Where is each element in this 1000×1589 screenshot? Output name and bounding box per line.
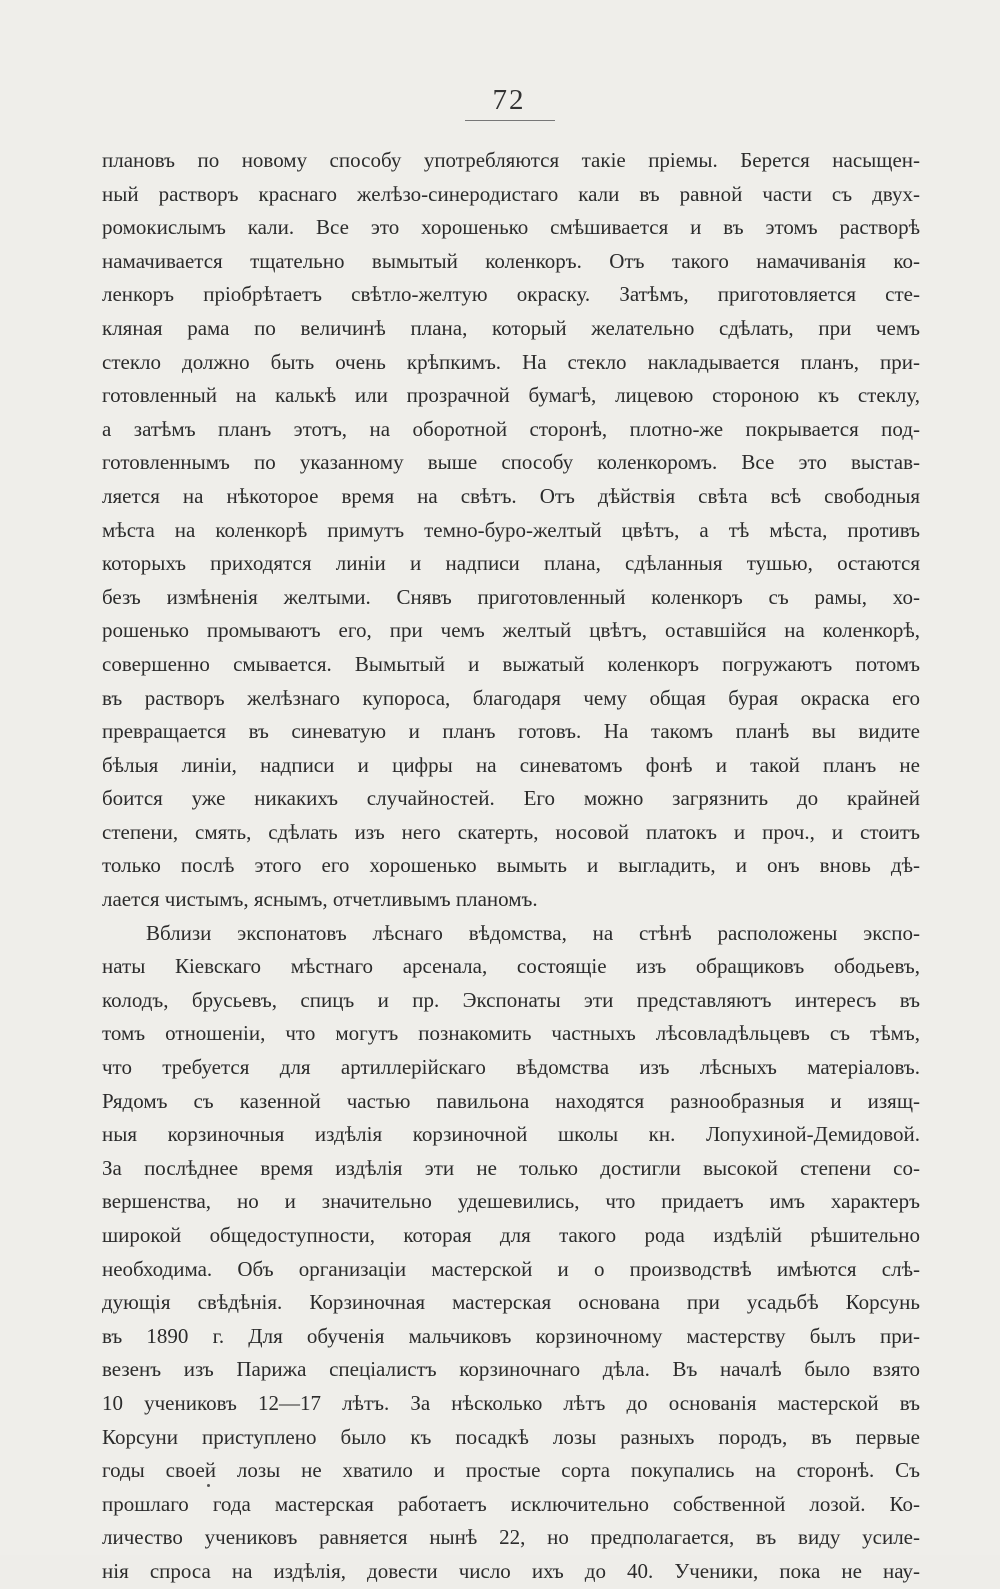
text-line: ныя корзиночныя издѣлія корзиночной школы кн. Лопухиной-Демидовой.: [102, 1122, 920, 1147]
text-line: прошлаго года мастерская работаетъ исключительно собственной лозой. Ко-: [102, 1491, 920, 1516]
text-line: лается чистымъ, яснымъ, отчетливымъ планомъ.: [102, 887, 538, 912]
text-line: степени, смять, сдѣлать изъ него скатерть, носовой платокъ и проч., и стоитъ: [102, 819, 920, 844]
text-line: въ растворъ желѣзнаго купороса, благодаря чему общая бурая окраска его: [102, 685, 920, 710]
text-line: 10 учениковъ 12—17 лѣтъ. За нѣсколько лѣтъ до основанія мастерской въ: [102, 1390, 920, 1415]
page-number: 72: [492, 84, 526, 116]
text-line: что требуется для артиллерійскаго вѣдомства изъ лѣсныхъ матеріаловъ.: [102, 1055, 920, 1080]
text-line: Вблизи экспонатовъ лѣснаго вѣдомства, на стѣнѣ расположены экспо-: [146, 920, 920, 945]
text-line: личество учениковъ равняется нынѣ 22, но предполагается, въ виду усиле-: [102, 1525, 920, 1550]
text-line: готовленнымъ по указанному выше способу коленкоромъ. Все это выстав-: [102, 450, 920, 475]
text-line: широкой общедоступности, которая для такого рода издѣлій рѣшительно: [102, 1223, 920, 1247]
text-line: томъ отношеніи, что могутъ познакомить частныхъ лѣсовладѣльцевъ съ тѣмъ,: [102, 1021, 920, 1046]
paragraph-arsenal-baskets: [102, 917, 920, 1589]
text-line: колодъ, брусьевъ, спицъ и пр. Экспонаты эти представляютъ интересъ въ: [102, 987, 920, 1012]
text-line: вершенства, но и значительно удешевились, что придаетъ имъ характеръ: [102, 1189, 920, 1214]
text-line: плановъ по новому способу употребляются такіе пріемы. Берется насыщен-: [102, 148, 920, 172]
paragraph-plans-method: [102, 144, 920, 917]
text-line: а затѣмъ планъ этотъ, на оборотной сторонѣ, плотно-же покрывается под-: [102, 416, 920, 441]
text-line: безъ измѣненія желтыми. Снявъ приготовленный коленкоръ съ рамы, хо-: [102, 584, 920, 609]
text-line: ленкоръ пріобрѣтаетъ свѣтло-желтую окраску. Затѣмъ, приготовляется сте-: [102, 282, 920, 307]
text-line: необходима. Объ организаціи мастерской и о производствѣ имѣются слѣ-: [102, 1256, 920, 1281]
text-line: Корсуни приступлено было къ посадкѣ лозы разныхъ породъ, въ первые: [102, 1424, 920, 1449]
text-line: кляная рама по величинѣ плана, который желательно сдѣлать, при чемъ: [102, 315, 920, 340]
text-line: везенъ изъ Парижа спеціалистъ корзиночнаго дѣла. Въ началѣ было взято: [102, 1357, 920, 1382]
text-line: ляется на нѣкоторое время на свѣтъ. Отъ дѣйствія свѣта всѣ свободныя: [102, 483, 920, 508]
text-line: въ 1890 г. Для обученія мальчиковъ корзиночному мастерству былъ при-: [102, 1323, 920, 1348]
text-line: ный растворъ краснаго желѣзо-синеродистаго кали въ равной части съ двух-: [102, 181, 920, 206]
text-line: наты Кіевскаго мѣстнаго арсенала, состоящіе изъ обращиковъ ободьевъ,: [102, 954, 920, 979]
page-number-rule: [465, 120, 555, 121]
text-line: ромокислымъ кали. Все это хорошенько смѣшивается и въ этомъ растворѣ: [102, 215, 920, 240]
text-line: За послѣднее время издѣлія эти не только достигли высокой степени со-: [102, 1155, 920, 1180]
text-line: нія спроса на издѣлія, довести число ихъ до 40. Ученики, пока не нау-: [102, 1558, 920, 1583]
text-line: боится уже никакихъ случайностей. Его можно загрязнить до крайней: [102, 786, 920, 811]
print-speck: [207, 1484, 210, 1487]
text-line: рошенько промываютъ его, при чемъ желтый цвѣтъ, оставшійся на коленкорѣ,: [102, 618, 920, 643]
text-line: мѣста на коленкорѣ примутъ темно-буро-желтый цвѣтъ, а тѣ мѣста, противъ: [102, 517, 920, 542]
text-line: стекло должно быть очень крѣпкимъ. На стекло накладывается планъ, при-: [102, 349, 920, 374]
text-line: которыхъ приходятся линіи и надписи плана, сдѣланныя тушью, остаются: [102, 551, 920, 576]
text-line: бѣлыя линіи, надписи и цифры на синеватомъ фонѣ и такой планъ не: [102, 752, 920, 777]
text-line: намачивается тщательно вымытый коленкоръ. Отъ такого намачиванія ко-: [102, 248, 920, 273]
text-line: годы своей лозы не хватило и простые сорта покупались на сторонѣ. Съ: [102, 1458, 920, 1483]
text-line: только послѣ этого его хорошенько вымыть и выгладить, и онъ вновь дѣ-: [102, 853, 920, 878]
page-text-body: [102, 144, 920, 1589]
text-line: дующія свѣдѣнія. Корзиночная мастерская основана при усадьбѣ Корсунь: [102, 1290, 920, 1315]
text-line: готовленный на калькѣ или прозрачной бумагѣ, лицевою стороною къ стеклу,: [102, 383, 920, 408]
text-line: совершенно смывается. Вымытый и выжатый коленкоръ погружаютъ потомъ: [102, 651, 920, 676]
text-line: Рядомъ съ казенной частью павильона находятся разнообразныя и изящ-: [102, 1088, 920, 1113]
text-line: превращается въ синеватую и планъ готовъ. На такомъ планѣ вы видите: [102, 719, 920, 744]
